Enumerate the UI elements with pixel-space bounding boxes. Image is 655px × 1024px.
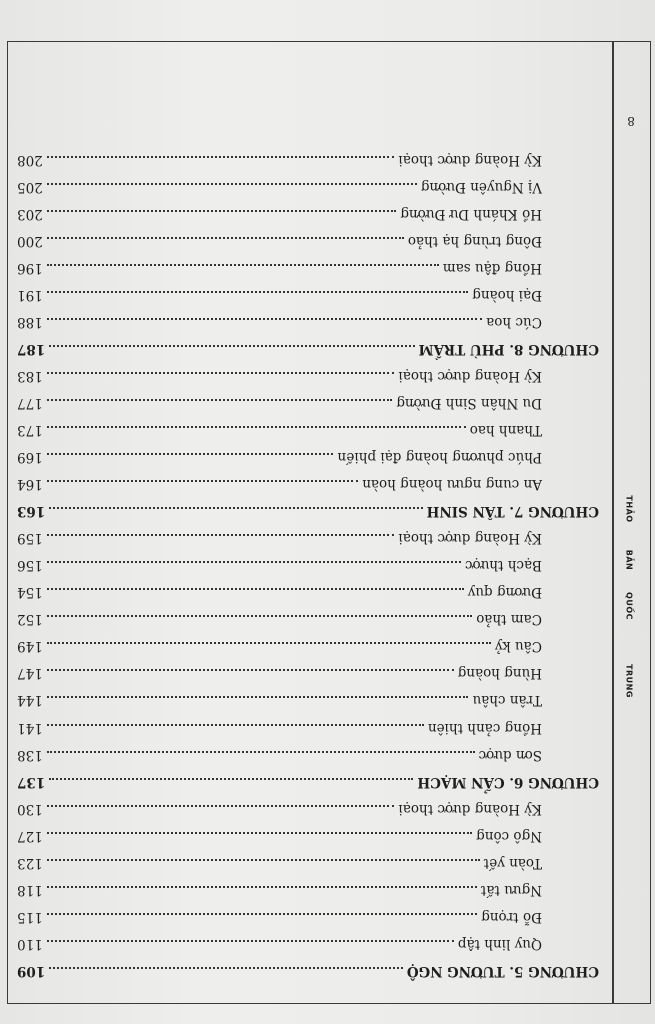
toc-entry-page: 159 — [17, 530, 43, 547]
dot-leader — [47, 399, 392, 401]
dot-leader — [47, 859, 480, 861]
dot-leader — [47, 480, 358, 482]
toc-entry-page: 115 — [17, 908, 43, 925]
toc-chapter-entry — [17, 963, 599, 990]
toc-entry-title: Quy linh tập — [457, 935, 542, 952]
dot-leader — [47, 886, 477, 888]
sidebar-word-thao: THẢO — [624, 495, 634, 523]
toc-entry-page: 191 — [17, 286, 43, 303]
toc-entry — [17, 909, 599, 936]
toc-entry-title: Toàn yết — [483, 854, 542, 871]
toc-entry — [17, 611, 599, 638]
toc-entry-page: 152 — [17, 611, 43, 628]
toc-entry-title: Cam thảo — [476, 611, 542, 628]
toc-chapter-entry — [17, 774, 599, 801]
toc-chapter-entry — [17, 503, 599, 530]
toc-chapter-entry — [17, 341, 599, 368]
toc-entry-page: 156 — [17, 557, 43, 574]
toc-entry-page: 123 — [17, 854, 43, 871]
toc-entry-page: 187 — [17, 340, 46, 357]
toc-entry — [17, 206, 599, 233]
toc-entry-title: CHƯƠNG 7. TÂN SINH — [426, 503, 599, 520]
sidebar-word-ban: BẢN — [624, 549, 634, 571]
toc-entry — [17, 665, 599, 692]
toc-entry-page: 137 — [17, 773, 46, 790]
toc-entry-title: Vị Nguyên Đường — [420, 178, 542, 195]
toc-entry-title: Đông trùng hạ thảo — [407, 232, 542, 249]
toc-entry-page: 130 — [17, 800, 43, 817]
toc-entry-title: CHƯƠNG 8. PHÙ TRẦM — [418, 340, 599, 357]
toc-entry — [17, 395, 599, 422]
dot-leader — [47, 156, 394, 158]
toc-entry-page: 163 — [17, 503, 46, 520]
toc-entry-title: Đại hoàng — [472, 286, 542, 303]
toc-entry-page: 138 — [17, 746, 43, 763]
dot-leader — [47, 372, 394, 374]
dot-leader — [49, 778, 413, 780]
page-number: 8 — [627, 114, 635, 128]
dot-leader — [47, 805, 394, 807]
toc-entry — [17, 692, 599, 719]
dot-leader — [47, 669, 454, 671]
dot-leader — [47, 426, 466, 428]
toc-entry-title: An cung ngưu hoàng hoàn — [362, 476, 542, 493]
toc-entry-title: Hồng cảnh thiên — [427, 719, 542, 736]
toc-entry — [17, 720, 599, 747]
toc-entry-title: Hồ Khánh Dư Đường — [400, 205, 542, 222]
toc-entry-page: 118 — [17, 881, 43, 898]
dot-leader — [47, 561, 461, 563]
toc-entry-title: Đỗ trọng — [481, 908, 542, 925]
toc-entry-page: 154 — [17, 584, 43, 601]
sidebar-word-quoc: QUỐC — [624, 592, 634, 620]
toc-entry-title: Hồng đậu sam — [442, 259, 542, 276]
dot-leader — [47, 264, 439, 266]
toc-entry-title: Thanh hao — [469, 422, 542, 439]
toc-entry-page: 147 — [17, 665, 43, 682]
toc-entry-title: Kỳ Hoàng dược thoại — [398, 530, 542, 547]
dot-leader — [47, 642, 491, 644]
toc-entry — [17, 530, 599, 557]
toc-entry — [17, 368, 599, 395]
toc-entry — [17, 422, 599, 449]
toc-entry-title: CHƯƠNG 5. TƯƠNG NGỘ — [406, 962, 599, 979]
toc-entry — [17, 801, 599, 828]
toc-entry-title: Đương quy — [467, 584, 542, 601]
toc-entry-title: Ngô công — [476, 827, 542, 844]
toc-entry-title: Trân châu — [472, 692, 542, 709]
toc-entry — [17, 557, 599, 584]
toc-entry-page: 173 — [17, 422, 43, 439]
toc-entry-title: Hùng hoàng — [457, 665, 542, 682]
toc-entry-page: 169 — [17, 449, 43, 466]
toc-entry — [17, 314, 599, 341]
toc-entry-title: Kỳ Hoàng dược thoại — [398, 800, 542, 817]
toc-entry-title: Câu kỷ — [494, 638, 542, 655]
toc-entry-page: 188 — [17, 313, 43, 330]
toc-entry — [17, 828, 599, 855]
dot-leader — [47, 724, 424, 726]
toc-entry — [17, 152, 599, 179]
sidebar-word-trung: TRUNG — [624, 664, 634, 698]
toc-entry — [17, 233, 599, 260]
toc-entry-title: CHƯƠNG 6. CẨN MẠCH — [417, 773, 599, 790]
table-of-contents — [17, 152, 599, 990]
toc-entry — [17, 584, 599, 611]
toc-entry-page: 183 — [17, 367, 43, 384]
dot-leader — [47, 832, 472, 834]
dot-leader — [47, 913, 477, 915]
toc-entry-page: 203 — [17, 205, 43, 222]
toc-entry-page: 177 — [17, 394, 43, 411]
toc-entry — [17, 179, 599, 206]
sidebar-divider — [613, 41, 615, 1004]
dot-leader — [47, 291, 468, 293]
toc-entry — [17, 260, 599, 287]
toc-entry-title: Phúc phương hoàng đại phiến — [337, 449, 542, 466]
toc-entry-title: Ngưu tất — [480, 881, 542, 898]
dot-leader — [47, 940, 454, 942]
dot-leader — [47, 183, 417, 185]
dot-leader — [47, 237, 404, 239]
toc-entry-title: Sơn dược — [478, 746, 542, 763]
toc-entry-title: Kỳ Hoàng dược thoại — [398, 151, 542, 168]
dot-leader — [49, 345, 414, 347]
toc-entry — [17, 476, 599, 503]
toc-entry-title: Kỳ Hoàng dược thoại — [398, 367, 542, 384]
toc-entry-page: 141 — [17, 719, 43, 736]
toc-entry-page: 109 — [17, 962, 46, 979]
toc-entry-page: 196 — [17, 259, 43, 276]
toc-entry — [17, 936, 599, 963]
toc-entry-page: 110 — [17, 935, 43, 952]
dot-leader — [49, 967, 403, 969]
toc-entry — [17, 882, 599, 909]
toc-entry — [17, 287, 599, 314]
dot-leader — [47, 615, 472, 617]
toc-entry-page: 127 — [17, 827, 43, 844]
toc-entry-page: 149 — [17, 638, 43, 655]
toc-entry — [17, 449, 599, 476]
dot-leader — [47, 751, 475, 753]
dot-leader — [47, 318, 482, 320]
toc-entry-title: Bạch thược — [464, 557, 542, 574]
dot-leader — [47, 210, 396, 212]
toc-entry-page: 164 — [17, 476, 43, 493]
toc-entry-page: 200 — [17, 232, 43, 249]
toc-entry-page: 205 — [17, 178, 43, 195]
toc-entry — [17, 855, 599, 882]
toc-entry-title: Cúc hoa — [486, 313, 542, 330]
toc-entry-title: Du Nhân Sinh Đường — [396, 394, 542, 411]
dot-leader — [47, 453, 333, 455]
dot-leader — [47, 588, 464, 590]
dot-leader — [47, 534, 394, 536]
toc-entry-page: 208 — [17, 151, 43, 168]
dot-leader — [49, 507, 422, 509]
toc-entry-page: 144 — [17, 692, 43, 709]
toc-entry — [17, 747, 599, 774]
toc-entry — [17, 638, 599, 665]
dot-leader — [47, 696, 469, 698]
